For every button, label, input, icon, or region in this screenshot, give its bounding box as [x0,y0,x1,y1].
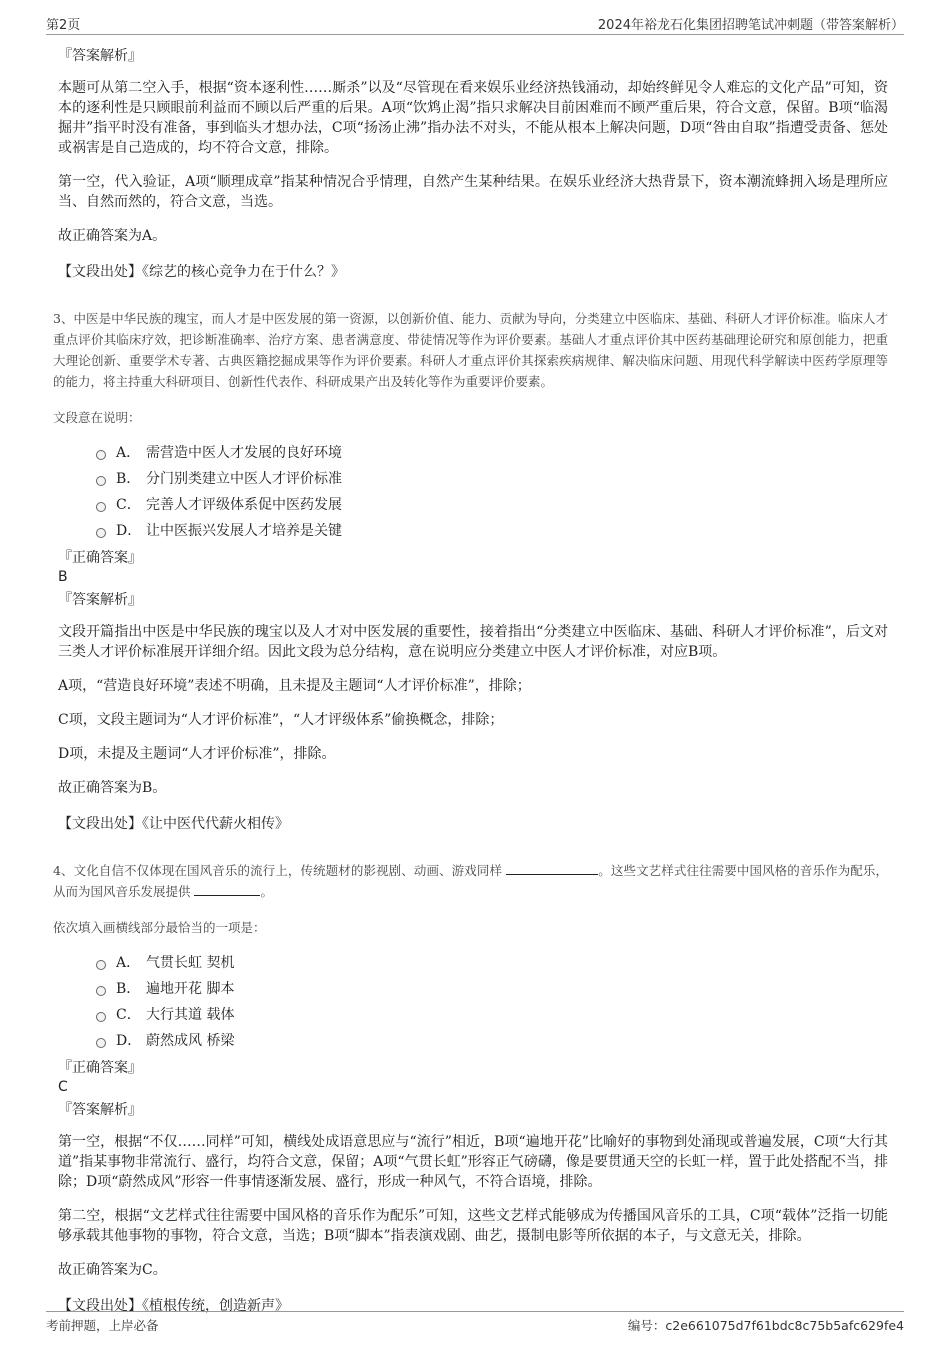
q3-conclusion: 故正确答案为B。 [58,780,167,796]
page-header [46,14,904,35]
q3-source: 【文段出处】《让中医代代薪火相传》 [58,816,289,832]
fill-blank-2 [194,883,260,896]
q3-option-a[interactable] [96,440,888,466]
option-letter: B． [116,471,141,487]
option-letter: C． [116,497,141,513]
q4-analysis-paragraph: 第一空，根据“不仅……同样”可知，横线处成语意思应与“流行”相近，B项“遍地开花”比喻好的事物到处涌现或普遍发展，C项“大行其道”指某事物非常流行、盛行，均符合文意，保留；A项“气贯长虹”形容正气磅礴，像是要贯通天空的长虹一样，置于此处搭配不当，排除；D项“蔚然成风”形容一件事情逐渐发展、盛行，形成一种风气，不符合语境，排除。 [58,1134,888,1190]
q2-source: 【文段出处】《综艺的核心竞争力在于什么？》 [58,264,345,280]
q3-option-c[interactable] [96,492,888,518]
q3-option-b[interactable] [96,466,888,492]
option-letter: D． [116,523,142,539]
q3-analysis-paragraph: D项，未提及主题词“人才评价标准”，排除。 [58,746,336,762]
option-letter: B． [116,981,141,997]
option-text: 完善人才评级体系促中医药发展 [146,497,342,513]
q2-analysis-paragraph: 本题可从第二空入手，根据“资本逐利性……厮杀”以及“尽管现在看来娱乐业经济热钱涌动，却始终鲜见令人难忘的文化产品”可知，资本的逐利性是只顾眼前利益而不顾以后严重的后果。A项“饮鸩止渴”指只求解决目前困难而不顾严重后果，符合文意，保留。B项“临渴掘井”指平时没有准备，事到临头才想办法，C项“扬汤止沸”指办法不对头，不能从根本上解决问题，D项“咎由自取”指遭受责备、惩处或祸害是自己造成的，均不符合文意，排除。 [58,80,888,156]
analysis-label: 『答案解析』 [58,48,142,64]
q3-prompt: 文段意在说明： [53,410,141,425]
q4-option-b[interactable] [96,976,888,1002]
option-text: 大行其道 载体 [146,1007,235,1023]
q4-source: 【文段出处】《植根传统，创造新声》 [58,1298,289,1314]
page-content [53,42,888,1316]
radio-button[interactable] [96,986,106,996]
option-letter: A． [116,445,141,461]
radio-button[interactable] [96,1012,106,1022]
option-text: 分门别类建立中医人才评价标准 [146,471,342,487]
q3-analysis-paragraph: A项，“营造良好环境”表述不明确，且未提及主题词“人才评价标准”，排除； [58,678,531,694]
q4-conclusion: 故正确答案为C。 [58,1262,167,1278]
option-text: 需营造中医人才发展的良好环境 [146,445,342,461]
q4-option-c[interactable] [96,1002,888,1028]
q4-analysis-paragraph: 第二空，根据“文艺样式往往需要中国风格的音乐作为配乐”可知，这些文艺样式能够成为传播国风音乐的工具，C项“载体”泛指一切能够承载其他事物的事物，符合文意，当选；B项“脚本”指表演戏剧、曲艺，摄制电影等所依据的本子，与文意无关，排除。 [58,1208,888,1244]
option-letter: D． [116,1033,142,1049]
q3-analysis-paragraph: 文段开篇指出中医是中华民族的瑰宝以及人才对中医发展的重要性，接着指出“分类建立中医临床、基础、科研人才评价标准”，后文对三类人才评价标准展开详细介绍。因此文段为总分结构，意在说明应分类建立中医人才评价标准，对应B项。 [58,624,888,660]
radio-button[interactable] [96,528,106,538]
page-number: 第2页 [46,18,81,33]
analysis-label: 『答案解析』 [58,1102,142,1118]
q4-prompt: 依次填入画横线部分最恰当的一项是： [53,920,266,935]
q4-stem: 4、文化自信不仅体现在国风音乐的流行上，传统题材的影视剧、动画、游戏同样 。这些文艺样式往往需要中国风格的音乐作为配乐，从而为国风音乐发展提供 。 [53,863,888,899]
correct-answer-label: 『正确答案』 [58,550,142,566]
option-text: 遍地开花 脚本 [146,981,235,997]
q4-option-a[interactable] [96,950,888,976]
option-text: 让中医振兴发展人才培养是关键 [146,523,342,539]
correct-answer-label: 『正确答案』 [58,1060,142,1076]
radio-button[interactable] [96,960,106,970]
radio-button[interactable] [96,1038,106,1048]
q4-option-d[interactable] [96,1028,888,1054]
option-letter: C． [116,1007,141,1023]
footer-slogan: 考前押题，上岸必备 [46,1318,159,1333]
option-text: 气贯长虹 契机 [146,955,235,971]
q3-correct-answer: B [58,569,68,585]
option-text: 蔚然成风 桥梁 [146,1033,235,1049]
fill-blank-1 [506,862,598,875]
page-footer [46,1311,904,1337]
q4-correct-answer: C [58,1079,68,1095]
option-letter: A． [116,955,141,971]
q3-option-d[interactable] [96,518,888,544]
document-title: 2024年裕龙石化集团招聘笔试冲刺题（带答案解析） [597,18,904,33]
radio-button[interactable] [96,502,106,512]
q2-conclusion: 故正确答案为A。 [58,228,167,244]
radio-button[interactable] [96,450,106,460]
q3-analysis-paragraph: C项，文段主题词为“人才评价标准”，“人才评级体系”偷换概念，排除； [58,712,504,728]
q3-options [96,440,888,544]
q2-analysis-paragraph: 第一空，代入验证，A项“顺理成章”指某种情况合乎情理，自然产生某种结果。在娱乐业经济大热背景下，资本潮流蜂拥入场是理所应当、自然而然的，符合文意，当选。 [58,174,888,210]
q3-stem: 3、中医是中华民族的瑰宝，而人才是中医发展的第一资源，以创新价值、能力、贡献为导向，分类建立中医临床、基础、科研人才评价标准。临床人才重点评价其临床疗效，把诊断准确率、治疗方案、患者满意度、带徒情况等作为评价要素。基础人才重点评价其中医药基础理论研究和原创能力，把重大理论创新、重要学术专著、古典医籍挖掘成果等作为评价要素。科研人才重点评价其探索疾病规律、解决临床问题、用现代科学解读中医药学原理等的能力，将主持重大科研项目、创新性代表作、科研成果产出及转化等作为重要评价要素。 [53,311,888,389]
document-code: 编号：c2e661075d7f61bdc8c75b5afc629fe4 [627,1318,904,1333]
q4-options [96,950,888,1054]
analysis-label: 『答案解析』 [58,592,142,608]
radio-button[interactable] [96,476,106,486]
